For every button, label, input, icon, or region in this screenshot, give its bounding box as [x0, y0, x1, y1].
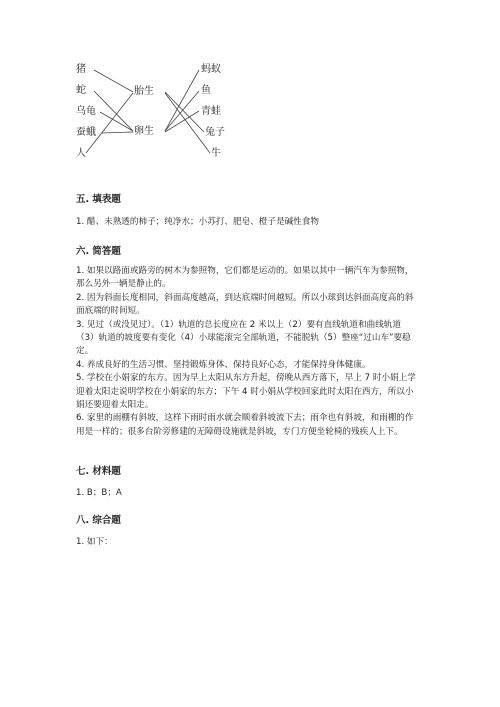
section-material-answer	[76, 487, 416, 500]
left-item-human: 人	[76, 148, 86, 159]
link-human-viviparous	[86, 93, 133, 153]
material-answer-text: 1. B；B；A	[76, 488, 122, 498]
right-item-frog: 青蛙	[201, 106, 221, 117]
short-answer-item: 5. 学校在小娟家的东方。因为早上太阳从东方升起，傍晚从西方落下，早上 7 时小娟上学迎着太阳走说明学校在小娟家的东方；下午 4 时小娟从学校回家此时太阳在西方，所以小娟还要迎着太阳走。	[76, 373, 416, 411]
left-item-snake: 蛇	[76, 85, 86, 96]
section-short-title: 六. 简答题	[76, 246, 121, 257]
link-pig-viviparous	[94, 70, 133, 92]
right-item-rabbit: 兔子	[205, 127, 225, 138]
right-item-cow: 牛	[211, 148, 221, 159]
section-comprehensive-answer	[76, 536, 416, 549]
middle-item-oviparous: 卵生	[134, 126, 154, 137]
right-item-ant: 蚂蚁	[201, 64, 221, 75]
left-item-turtle: 乌龟	[76, 106, 96, 117]
right-item-fish: 鱼	[201, 85, 211, 96]
middle-item-viviparous: 胎生	[134, 86, 154, 97]
section-short-answers	[76, 265, 416, 439]
link-turtle-oviparous	[100, 112, 133, 131]
short-answer-item: 3. 见过（或没见过）。（1）轨道的总长度应在 2 米以上（2）要有直线轨道和曲线轨道（3）轨道的坡度要有变化（4）小球能滚完全部轨道，不能脱轨（5）整座“过山车”要稳定。	[76, 319, 411, 357]
section-fill-title: 五. 填表题	[76, 194, 121, 205]
section-fill-answer	[76, 216, 416, 229]
left-item-silkmoth: 蚕蛾	[76, 127, 96, 138]
matching-lines	[0, 0, 500, 170]
link-viviparous-rabbit	[165, 92, 204, 132]
short-answer-item: 2. 因为斜面长度相同，斜面高度越高，到达底端时间越短。所以小球到达斜面高度高的斜面底端的时间短。	[76, 292, 414, 317]
link-snake-oviparous	[94, 91, 133, 131]
left-item-pig: 猪	[76, 64, 86, 75]
short-answer-item: 6. 家里的雨棚有斜坡，这样下雨时雨水就会顺着斜坡流下去；雨伞也有斜坡，和雨棚的作用是一样的；很多台阶旁修建的无障碍设施就是斜坡，专门方便坐轮椅的残疾人上下。	[76, 413, 414, 437]
short-answer-item: 4. 养成良好的生活习惯、坚持锻炼身体、保持良好心态，才能保持身体健康。	[76, 359, 371, 370]
section-comprehensive-title: 八. 综合题	[76, 515, 121, 526]
fill-answer-text: 1. 醋、未熟透的柿子；纯净水；小苏打、肥皂、橙子是碱性食物	[76, 217, 319, 227]
comprehensive-answer-text: 1. 如下：	[76, 537, 113, 547]
link-silkmoth-oviparous	[102, 132, 133, 133]
matching-diagram	[0, 0, 500, 170]
short-answer-item: 1. 如果以路面或路旁的树木为参照物，它们都是运动的。如果以其中一辆汽车为参照物，那么另外一辆是静止的。	[76, 266, 414, 290]
section-material-title: 七. 材料题	[76, 466, 121, 477]
